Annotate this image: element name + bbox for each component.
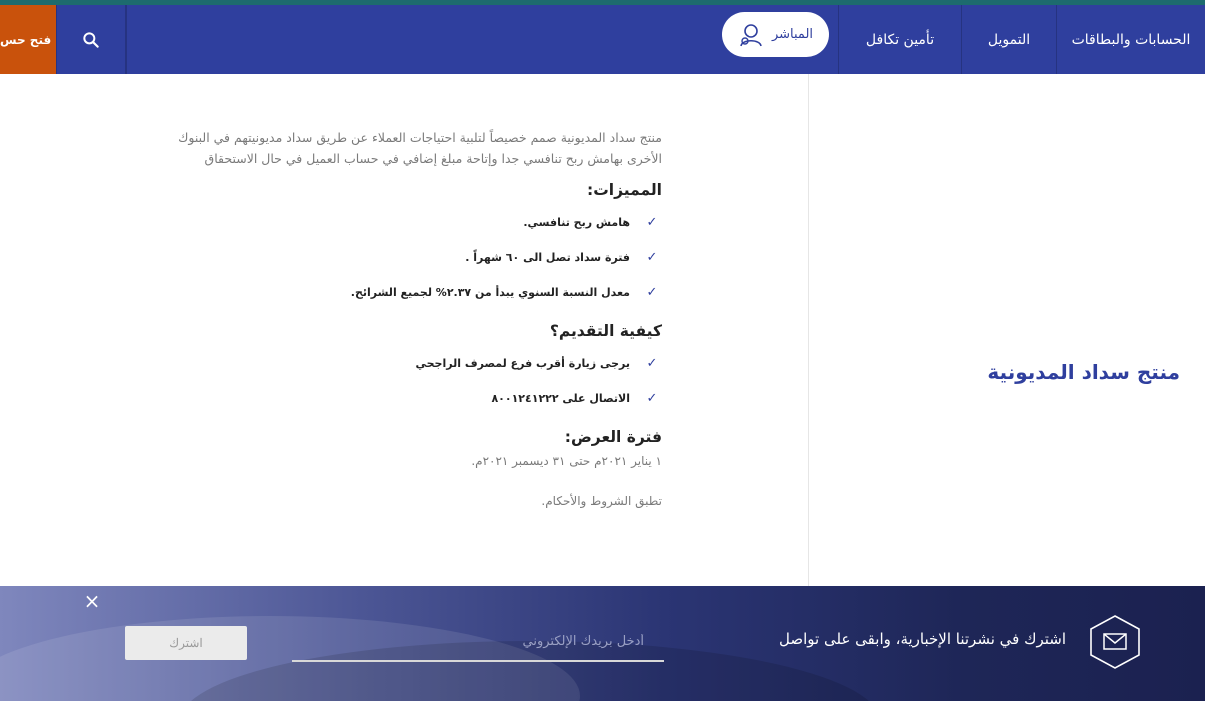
apply-step-text: يرجى زيارة أقرب فرع لمصرف الراجحي (415, 357, 630, 370)
email-field[interactable] (292, 623, 664, 662)
nav-item-label: التمويل (987, 31, 1031, 48)
main-navbar (0, 5, 1205, 74)
newsletter-text: اشترك في نشرتنا الإخبارية، وابقى على تواصل (779, 630, 1066, 648)
nav-item-accounts-cards[interactable] (1056, 5, 1205, 74)
nav-item-finance[interactable] (961, 5, 1056, 74)
live-chat-button[interactable] (722, 12, 829, 57)
terms-note: تطبق الشروط والأحكام. (541, 494, 662, 508)
list-item (160, 205, 662, 240)
page-title: منتج سداد المديونية (987, 360, 1180, 384)
feature-text: هامش ربح تنافسي. (523, 216, 630, 229)
nav-item-label: تأمين تكافل (865, 31, 935, 48)
check-icon: ✓ (646, 285, 658, 300)
apply-step-text: الاتصال على ٨٠٠١٢٤١٢٢٢ (491, 392, 630, 405)
apply-title: كيفية التقديم؟ (549, 322, 662, 340)
person-support-icon (738, 22, 764, 48)
open-account-button[interactable] (0, 5, 56, 74)
live-label: المباشر (771, 27, 814, 42)
check-icon: ✓ (646, 391, 658, 406)
envelope-icon (1088, 614, 1142, 670)
feature-text: فترة سداد تصل الى ٦٠ شهراً . (465, 251, 630, 264)
list-item (160, 346, 662, 381)
subscribe-button[interactable]: اشترك (125, 626, 247, 660)
list-item (160, 381, 662, 416)
features-list (160, 205, 662, 310)
check-icon: ✓ (646, 250, 658, 265)
close-icon[interactable]: × (83, 589, 101, 613)
nav-item-label: الحسابات والبطاقات (1071, 31, 1191, 48)
list-item (160, 275, 662, 310)
list-item (160, 240, 662, 275)
open-account-label: فتح حس (0, 32, 52, 47)
check-icon: ✓ (646, 356, 658, 371)
newsletter-banner (0, 586, 1205, 701)
search-button[interactable] (56, 5, 126, 74)
apply-steps-list (160, 346, 662, 416)
features-title: المميزات: (587, 181, 662, 199)
product-intro: منتج سداد المديونية صمم خصيصاً لتلبية احتياجات العملاء عن طريق سداد مديونيتهم في البنوك الأخرى بهامش ربح تنافسي جدا وإتاحة مبلغ إضافي في حساب العميل في حال الاستحقاق (178, 130, 662, 166)
column-divider (808, 74, 809, 586)
offer-title: فترة العرض: (564, 428, 662, 446)
offer-period: ١ يناير ٢٠٢١م حتى ٣١ ديسمبر ٢٠٢١م. (471, 454, 662, 468)
feature-text: معدل النسبة السنوي يبدأ من ٢.٣٧% لجميع الشرائح. (350, 286, 630, 299)
search-icon (81, 30, 101, 50)
product-details (160, 128, 662, 508)
check-icon: ✓ (646, 215, 658, 230)
nav-item-takaful-insurance[interactable] (838, 5, 961, 74)
